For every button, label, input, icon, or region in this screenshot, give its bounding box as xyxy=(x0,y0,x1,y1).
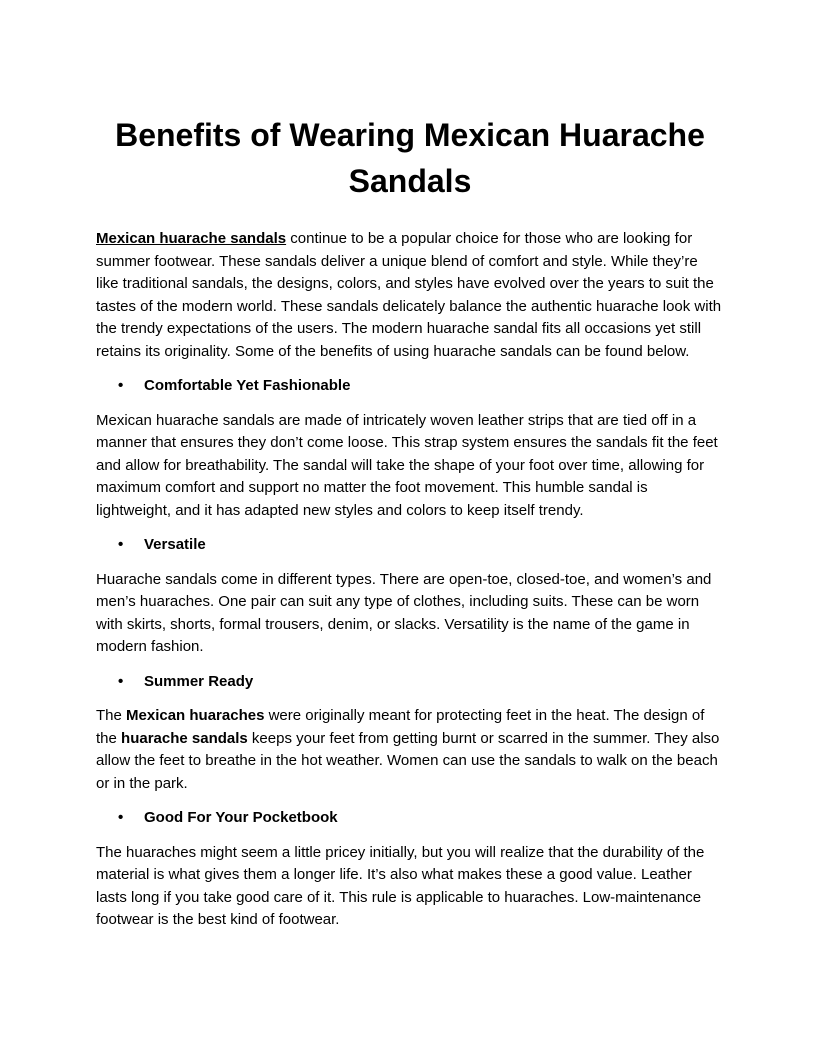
intro-text: continue to be a popular choice for those who are looking for summer footwear. These sandals deliver a unique blend of comfort and style. While they’re like traditional sandals, the designs, colors, and styles have evolved over the years to suit the tastes of the modern world. These sandals delicately balance the authentic huarache look with the trendy expectations of the users. The modern huarache sandal fits all occasions yet still retains its originality. Some of the benefits of using huarache sandals can be found below. xyxy=(96,230,722,360)
document-page xyxy=(96,104,724,944)
section-heading-label: Good For Your Pocketbook xyxy=(144,809,338,826)
body-text: were originally meant for protecting feet in the heat. The design of the xyxy=(96,707,705,747)
section-body-comfortable: Mexican huarache sandals are made of intricately woven leather strips that are tied off in a manner that ensures they don’t come loose. This strap system ensures the sandals fit the feet and allow for breathability. The sandal will take the shape of your foot over time, allowing for maximum comfort and support no matter the foot movement. This humble sandal is lightweight, and it has adapted new styles and colors to keep itself trendy. xyxy=(96,411,718,519)
intro-paragraph xyxy=(96,228,724,363)
bold-phrase-huarache-sandals: huarache sandals xyxy=(121,729,248,747)
section-body-versatile: Huarache sandals come in different types. There are open-toe, closed-toe, and women’s and men’s huaraches. One pair can suit any type of clothes, including suits. These can be worn with skirts, shorts, formal trousers, denim, or slacks. Versatility is the name of the game in modern fashion. xyxy=(96,570,712,655)
bold-phrase-mexican-huaraches: Mexican huaraches xyxy=(126,707,265,724)
section-body-summer-ready xyxy=(96,705,724,795)
bullet-icon: • xyxy=(118,536,124,553)
bullet-icon: • xyxy=(118,377,124,394)
section-heading-summer-ready xyxy=(96,671,724,694)
section-heading-label: Versatile xyxy=(144,536,206,553)
mexican-huarache-sandals-link[interactable]: Mexican huarache sandals xyxy=(96,230,287,247)
bullet-icon: • xyxy=(118,809,124,826)
section-heading-label: Comfortable Yet Fashionable xyxy=(144,377,351,394)
body-text: The xyxy=(96,707,127,724)
bullet-icon: • xyxy=(118,672,124,690)
section-heading-versatile xyxy=(96,534,724,557)
page-title: Benefits of Wearing Mexican Huarache Sandals xyxy=(115,117,705,199)
section-heading-comfortable xyxy=(96,375,724,398)
section-heading-pocketbook xyxy=(96,807,724,830)
section-body-pocketbook: The huaraches might seem a little pricey initially, but you will realize that the durability of the material is what gives them a longer life. It’s also what makes these a good value. Leather lasts long if you take good care of it. This rule is applicable to huaraches. Low-maintenance footwear is the best kind of footwear. xyxy=(96,843,705,928)
body-text: keeps your feet from getting burnt or scarred in the summer. They also allow the feet to breathe in the hot weather. Women can use the sandals to walk on the beach or in the park. xyxy=(96,729,720,792)
section-heading-label: Summer Ready xyxy=(144,672,254,690)
